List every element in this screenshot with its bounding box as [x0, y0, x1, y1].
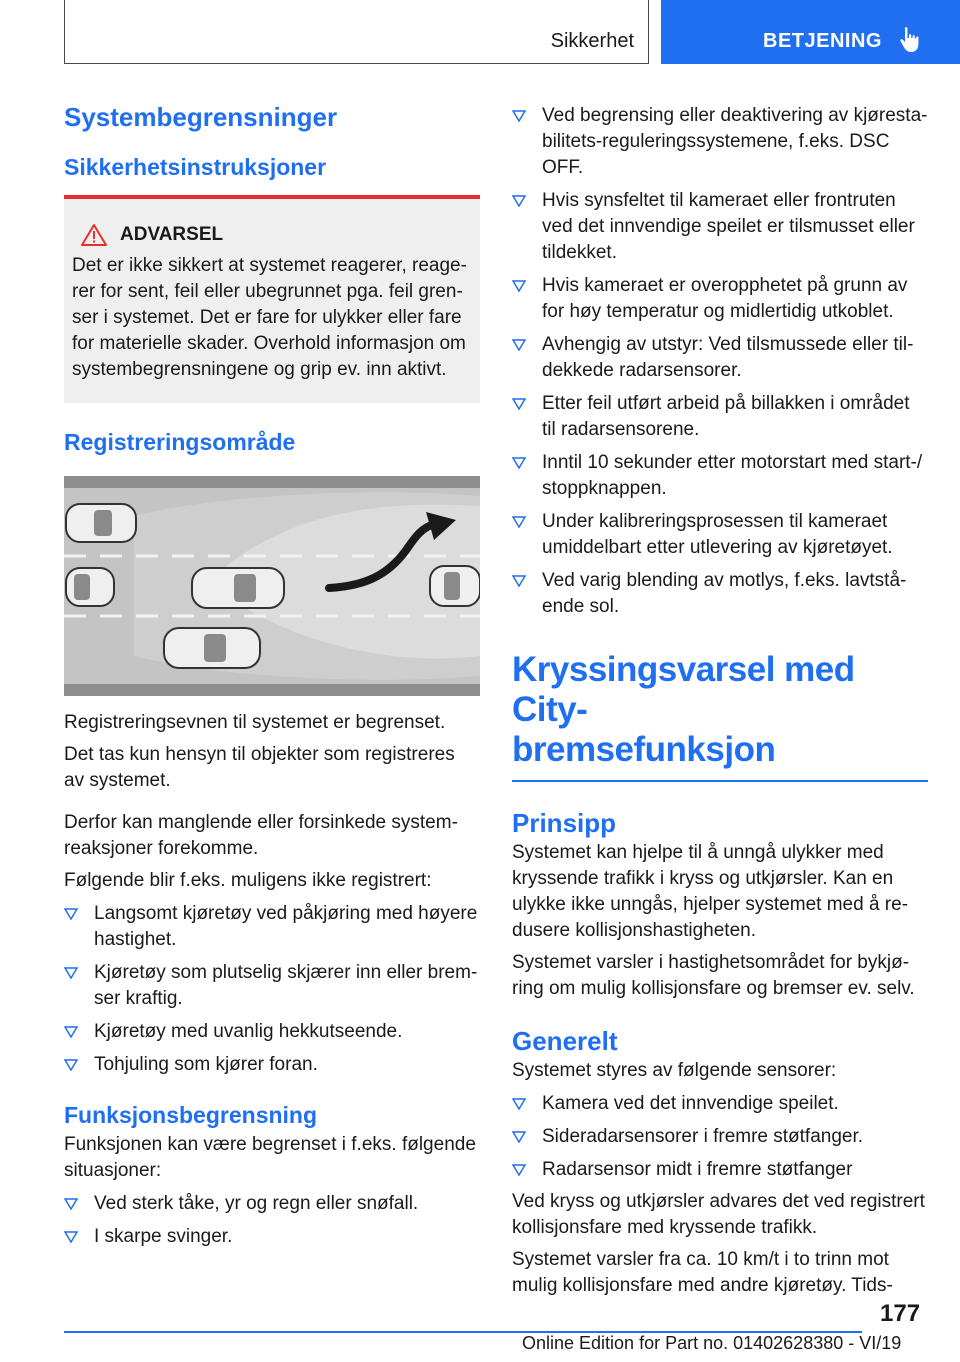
list-item: Inntil 10 sekunder etter motorstart med start-/ stoppknappen. [512, 450, 928, 502]
warning-triangle-icon [80, 223, 108, 247]
paragraph-sensorer: Systemet styres av følgende sensorer: [512, 1059, 837, 1081]
list-item: I skarpe svinger. [64, 1224, 480, 1250]
triangle-bullet-icon [64, 1026, 78, 1038]
list-limitations-continued [512, 103, 928, 620]
triangle-bullet-icon [512, 1131, 526, 1143]
triangle-bullet-icon [512, 195, 526, 207]
left-column [64, 100, 480, 1250]
list-item: Radarsensor midt i fremre støtfanger [512, 1157, 928, 1183]
warning-box [64, 195, 480, 403]
list-item: Sideradarsensorer i fremre støtfanger. [512, 1124, 928, 1150]
chapter-heading-line-2: bremsefunksjon [512, 730, 776, 769]
header-tab-label: BETJENING [763, 30, 882, 52]
chapter-heading-rule [512, 780, 928, 782]
heading-sikkerhetsinstruksjoner: Sikkerhetsinstruksjoner [64, 154, 327, 180]
chapter-heading [512, 650, 928, 782]
heading-prinsipp: Prinsipp [512, 807, 617, 838]
list-item: Kjøretøy som plutselig skjærer inn eller bremser kraftig. [64, 960, 480, 1012]
triangle-bullet-icon [64, 967, 78, 979]
triangle-bullet-icon [64, 1198, 78, 1210]
header-tab-betjening[interactable] [661, 0, 960, 64]
paragraph-prinsipp: Systemet kan hjelpe til å unngå ulykker med kryssende trafikk i kryss og utkjørsler. Kan en ulykke ikke unngås, hjelper systemet med å redusere kollisjonshastigheten. [512, 841, 909, 941]
heading-registreringsomrade: Registreringsområde [64, 429, 296, 455]
triangle-bullet-icon [512, 1098, 526, 1110]
list-item: Langsomt kjøretøy ved påkjøring med høyere hastighet. [64, 901, 480, 953]
triangle-bullet-icon [512, 398, 526, 410]
header-section-title: Sikkerhet [550, 30, 634, 52]
page-number: 177 [880, 1300, 921, 1327]
heading-funksjonsbegrensning: Funksjonsbegrensning [64, 1102, 318, 1128]
footer-edition: Online Edition for Part no. 01402628380 - VI/19 [522, 1333, 902, 1353]
paragraph-ikke-registrert: Følgende blir f.eks. muligens ikke registrert: [64, 870, 432, 891]
triangle-bullet-icon [512, 516, 526, 528]
list-item: Ved varig blending av motlys, f.eks. lavtstående sol. [512, 568, 928, 620]
paragraph-objekter: Det tas kun hensyn til objekter som registreres av systemet. [64, 744, 455, 791]
triangle-bullet-icon [512, 339, 526, 351]
triangle-bullet-icon [64, 1231, 78, 1243]
triangle-bullet-icon [512, 575, 526, 587]
triangle-bullet-icon [64, 908, 78, 920]
heading-systembegrensninger: Systembegrensninger [64, 102, 338, 132]
triangle-bullet-icon [512, 280, 526, 292]
list-item: Ved sterk tåke, yr og regn eller snøfall. [64, 1191, 480, 1217]
triangle-bullet-icon [512, 1164, 526, 1176]
list-sensors [512, 1091, 928, 1183]
detection-area-illustration [64, 476, 480, 696]
right-column [512, 100, 928, 1299]
list-item: Kjøretøy med uvanlig hekkutseende. [64, 1019, 480, 1045]
heading-generelt: Generelt [512, 1025, 618, 1056]
paragraph-hastighet: Systemet varsler fra ca. 10 km/t i to trinn mot mulig kollisjonsfare med andre kjøretøy. Tids- [512, 1248, 893, 1296]
list-not-detected [64, 901, 480, 1078]
paragraph-systemreaksjoner: Derfor kan manglende eller forsinkede systemreaksjoner forekomme. [64, 812, 458, 859]
header-section-box [64, 0, 649, 64]
list-item: Avhengig av utstyr: Ved tilsmussede eller tildekkede radarsensorer. [512, 332, 928, 384]
hand-pointer-icon [899, 26, 923, 54]
chapter-heading-line-1: Kryssingsvarsel med City- [512, 650, 855, 729]
warning-text: Det er ikke sikkert at systemet reagerer, reagerer for sent, feil eller ubegrunnet pga. feil grenser i systemet. Det er fare for ulykker eller fare for materielle skader. Overhold informasjon om systembegrensningene og grip ev. inn aktivt. [72, 255, 467, 380]
list-limitations [64, 1191, 480, 1250]
list-item: Etter feil utført arbeid på billakken i området til radarsensorene. [512, 391, 928, 443]
paragraph-varsler: Systemet varsler i hastighetsområdet for bykjøring om mulig kollisjonsfare og bremser ev. selv. [512, 951, 915, 999]
warning-title: ADVARSEL [120, 224, 224, 245]
list-item: Ved begrensing eller deaktivering av kjørestabilitets-reguleringssystemene, f.eks. DSC OFF. [512, 103, 928, 181]
triangle-bullet-icon [512, 457, 526, 469]
list-item: Kamera ved det innvendige speilet. [512, 1091, 928, 1117]
warning-header [72, 223, 470, 247]
paragraph-kryss: Ved kryss og utkjørsler advares det ved registrert kollisjonsfare med kryssende trafikk. [512, 1190, 925, 1238]
paragraph-registreringsevne: Registreringsevnen til systemet er begrenset. [64, 712, 446, 733]
list-item: Under kalibreringsprosessen til kameraet umiddelbart etter utlevering av kjøretøyet. [512, 509, 928, 561]
triangle-bullet-icon [512, 110, 526, 122]
list-item: Hvis kameraet er overopphetet på grunn av for høy temperatur og midlertidig utkoblet. [512, 273, 928, 325]
triangle-bullet-icon [64, 1059, 78, 1071]
paragraph-funksjon: Funksjonen kan være begrenset i f.eks. følgende situasjoner: [64, 1134, 476, 1181]
list-item: Hvis synsfeltet til kameraet eller frontruten ved det innvendige speilet er tilsmusset eller tildekket. [512, 188, 928, 266]
list-item: Tohjuling som kjører foran. [64, 1052, 480, 1078]
